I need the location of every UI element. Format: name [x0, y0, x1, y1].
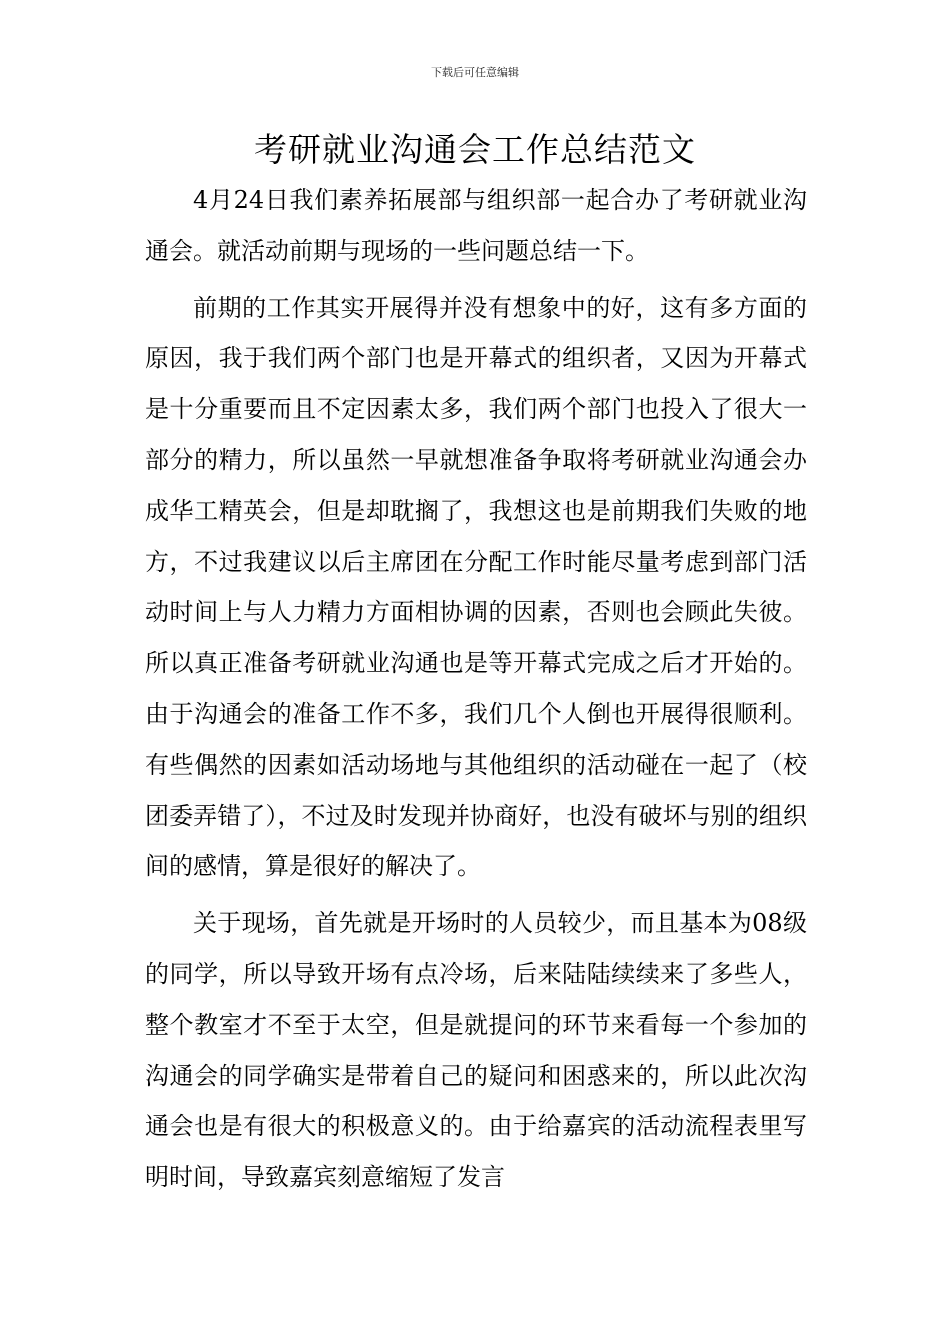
document-body — [145, 175, 807, 1209]
document-title: 考研就业沟通会工作总结范文 — [254, 130, 696, 169]
paragraph-3: 关于现场，首先就是开场时的人员较少，而且基本为08级的同学，所以导致开场有点冷场，后来陆陆续续来了多些人，整个教室才不至于太空，但是就提问的环节来看每一个参加的沟通会的同学确实是带着自己的疑问和困惑来的，所以此次沟通会也是有很大的积极意义的。由于给嘉宾的活动流程表里写明时间，导致嘉宾刻意缩短了发言 — [145, 909, 807, 1192]
paragraph-1: 4月24日我们素养拓展部与组织部一起合办了考研就业沟通会。就活动前期与现场的一些问题总结一下。 — [145, 186, 807, 265]
header-note: 下载后可任意编辑 — [431, 66, 519, 79]
paragraph-2: 前期的工作其实开展得并没有想象中的好，这有多方面的原因，我于我们两个部门也是开幕式的组织者，又因为开幕式是十分重要而且不定因素太多，我们两个部门也投入了很大一部分的精力，所以虽然一早就想准备争取将考研就业沟通会办成华工精英会，但是却耽搁了，我想这也是前期我们失败的地方，不过我建议以后主席团在分配工作时能尽量考虑到部门活动时间上与人力精力方面相协调的因素，否则也会顾此失彼。所以真正准备考研就业沟通也是等开幕式完成之后才开始的。由于沟通会的准备工作不多，我们几个人倒也开展得很顺利。有些偶然的因素如活动场地与其他组织的活动碰在一起了（校团委弄错了），不过及时发现并协商好，也没有破坏与别的组织间的感情，算是很好的解决了。 — [145, 293, 807, 881]
